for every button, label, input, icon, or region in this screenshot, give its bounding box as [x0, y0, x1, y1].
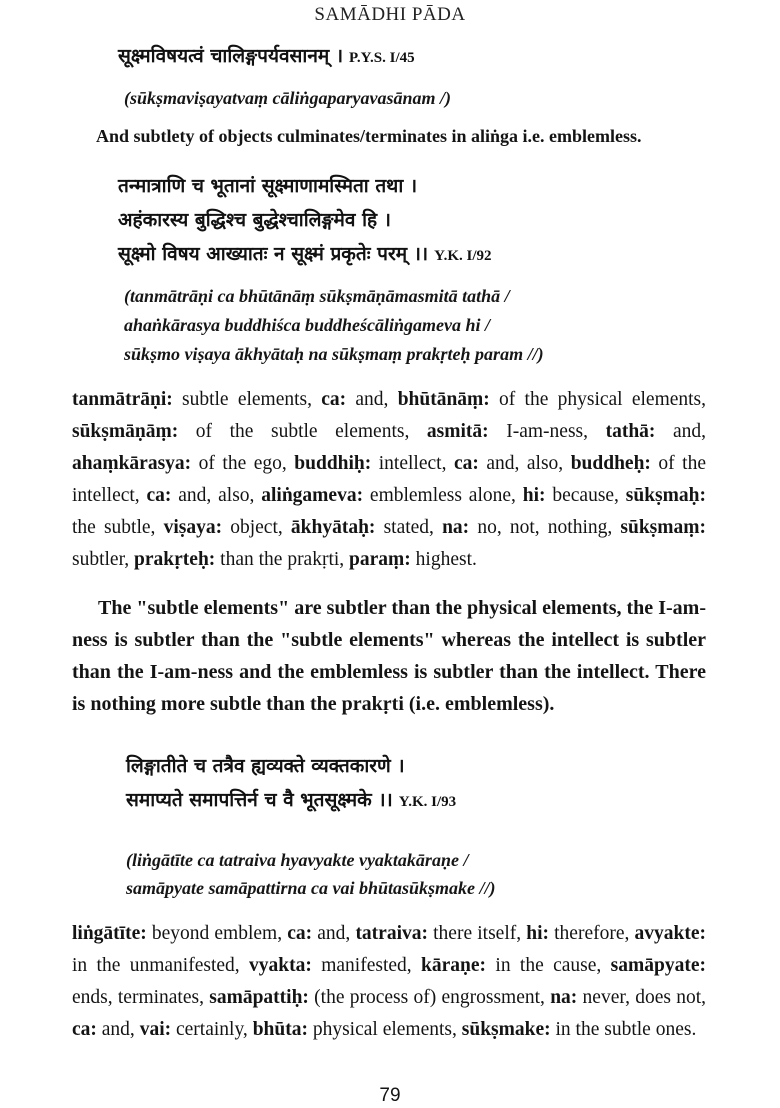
gloss-meaning: and, also,	[171, 485, 262, 506]
gloss-meaning: of the ego,	[191, 453, 295, 474]
gloss-meaning: the subtle,	[72, 517, 164, 538]
gloss-term: tanmātrāṇi:	[72, 389, 173, 410]
gloss-term: liṅgātīte:	[72, 923, 147, 944]
verse1-summary: And subtlety of objects culminates/terminates in aliṅga i.e. emblemless.	[96, 126, 642, 146]
verse2-line: तन्मात्राणि च भूतानां सूक्ष्माणामस्मिता तथा ।	[118, 175, 418, 197]
gloss-term: hi:	[526, 923, 549, 944]
gloss-meaning: and, also,	[478, 453, 571, 474]
word-gloss-1	[72, 384, 706, 576]
verse2-sanskrit	[118, 172, 492, 274]
gloss-meaning: of the intellect,	[72, 453, 706, 506]
gloss-meaning: because,	[545, 485, 626, 506]
translit-line: sūkṣmo viṣaya ākhyātaḥ na sūkṣmaṃ prakṛteḥ param //)	[124, 344, 544, 364]
gloss-meaning: highest.	[410, 549, 477, 570]
gloss-term: kāraṇe:	[421, 955, 487, 976]
gloss-term: ca:	[72, 1019, 97, 1040]
gloss-term: bhūta:	[252, 1019, 308, 1040]
gloss-term: ca:	[146, 485, 172, 506]
gloss-meaning: physical elements,	[307, 1019, 462, 1040]
gloss-term: aliṅgameva:	[261, 485, 364, 506]
gloss-term: ca:	[453, 453, 479, 474]
gloss-meaning: than the prakṛti,	[215, 549, 350, 570]
translit-line: (liṅgātīte ca tatraiva hyavyakte vyaktakāraṇe /	[126, 850, 469, 870]
gloss-meaning: beyond emblem,	[146, 923, 288, 944]
translit-line: samāpyate samāpattirna ca vai bhūtasūkṣmake //)	[126, 878, 496, 898]
gloss-meaning: and,	[346, 389, 398, 410]
gloss-term: samāpattiḥ:	[209, 987, 309, 1008]
explanation-paragraph: The "subtle elements" are subtler than the physical elements, the I-am-ness is subtler than the "subtle elements" whereas the intellect is subtler than the I-am-ness and the emblemless is subtler than the intellect. There is nothing more subtle than the prakṛti (i.e. emblemless).	[72, 597, 706, 715]
verse3-line: समाप्यते समापत्तिर्न च वै भूतसूक्ष्मके ।।	[126, 789, 393, 811]
verse3-reference: Y.K. I/93	[398, 794, 457, 810]
gloss-term: samāpyate:	[610, 955, 706, 976]
gloss-meaning: stated,	[375, 517, 443, 538]
verse3-line: लिङ्गातीते च तत्रैव ह्यव्यक्ते व्यक्तकारणे ।	[126, 755, 405, 777]
gloss-term: asmitā:	[426, 421, 489, 442]
gloss-meaning: and,	[312, 923, 356, 944]
gloss-term: sūkṣmaḥ:	[625, 485, 706, 506]
verse1-transliteration: (sūkṣmaviṣayatvaṃ cāliṅgaparyavasānam /)	[124, 88, 451, 108]
page-number: 79	[379, 1085, 401, 1106]
gloss-meaning: no, not, nothing,	[469, 517, 621, 538]
running-head: SAMĀDHI PĀDA	[314, 4, 466, 25]
gloss-meaning: there itself,	[428, 923, 527, 944]
gloss-term: sūkṣmake:	[461, 1019, 551, 1040]
gloss-term: prakṛteḥ:	[134, 549, 216, 570]
gloss-term: sūkṣmāṇāṃ:	[72, 421, 179, 442]
verse2-transliteration	[124, 286, 544, 373]
gloss-term: tathā:	[605, 421, 656, 442]
gloss-meaning: emblemless alone,	[363, 485, 523, 506]
verse1-sanskrit	[118, 42, 415, 68]
verse2-line: अहंकारस्य बुद्धिश्च बुद्धेश्चालिङ्गमेव हि ।	[118, 209, 391, 231]
gloss-meaning: in the subtle ones.	[550, 1019, 697, 1040]
gloss-term: na:	[550, 987, 578, 1008]
gloss-meaning: of the physical elements,	[489, 389, 707, 410]
gloss-term: avyakte:	[634, 923, 707, 944]
gloss-term: viṣaya:	[163, 517, 223, 538]
translit-line: (tanmātrāṇi ca bhūtānāṃ sūkṣmāṇāmasmitā tathā /	[124, 286, 510, 306]
translit-line: ahaṅkārasya buddhiśca buddheścāliṅgameva hi /	[124, 315, 491, 335]
gloss-term: sūkṣmaṃ:	[620, 517, 706, 538]
gloss-term: buddheḥ:	[570, 453, 651, 474]
gloss-term: vai:	[139, 1019, 172, 1040]
gloss-term: tatraiva:	[355, 923, 428, 944]
gloss-meaning: ends, terminates,	[72, 987, 210, 1008]
gloss-meaning: certainly,	[171, 1019, 253, 1040]
gloss-term: buddhiḥ:	[294, 453, 372, 474]
verse3-sanskrit	[126, 752, 456, 820]
gloss-term: ca:	[287, 923, 313, 944]
gloss-meaning: and,	[96, 1019, 140, 1040]
gloss-meaning: I-am-ness,	[488, 421, 606, 442]
verse1-sanskrit-text: सूक्ष्मविषयत्वं चालिङ्गपर्यवसानम् ।	[118, 45, 344, 67]
gloss-meaning: object,	[222, 517, 291, 538]
verse2-reference: Y.K. I/92	[434, 248, 492, 264]
gloss-meaning: intellect,	[371, 453, 454, 474]
gloss-term: bhūtānāṃ:	[397, 389, 490, 410]
gloss-term: ākhyātaḥ:	[290, 517, 376, 538]
gloss-term: ahaṃkārasya:	[72, 453, 192, 474]
gloss-term: na:	[442, 517, 470, 538]
gloss-meaning: never, does not,	[577, 987, 706, 1008]
gloss-meaning: (the process of) engrossment,	[308, 987, 551, 1008]
gloss-meaning: and,	[655, 421, 707, 442]
verse3-transliteration	[126, 850, 496, 906]
gloss-meaning: manifested,	[311, 955, 422, 976]
gloss-meaning: of the subtle elements,	[178, 421, 427, 442]
gloss-meaning: therefore,	[549, 923, 635, 944]
gloss-term: paraṃ:	[349, 549, 411, 570]
word-gloss-2	[72, 918, 706, 1046]
gloss-term: ca:	[321, 389, 347, 410]
gloss-meaning: subtle elements,	[172, 389, 322, 410]
gloss-meaning: subtler,	[72, 549, 135, 570]
gloss-meaning: in the cause,	[486, 955, 611, 976]
verse1-reference: P.Y.S. I/45	[349, 50, 415, 66]
gloss-term: vyakta:	[249, 955, 312, 976]
verse2-line: सूक्ष्मो विषय आख्यातः न सूक्ष्मं प्रकृतेः परम् ।।	[118, 243, 429, 265]
gloss-meaning: in the unmanifested,	[72, 955, 250, 976]
gloss-term: hi:	[522, 485, 546, 506]
